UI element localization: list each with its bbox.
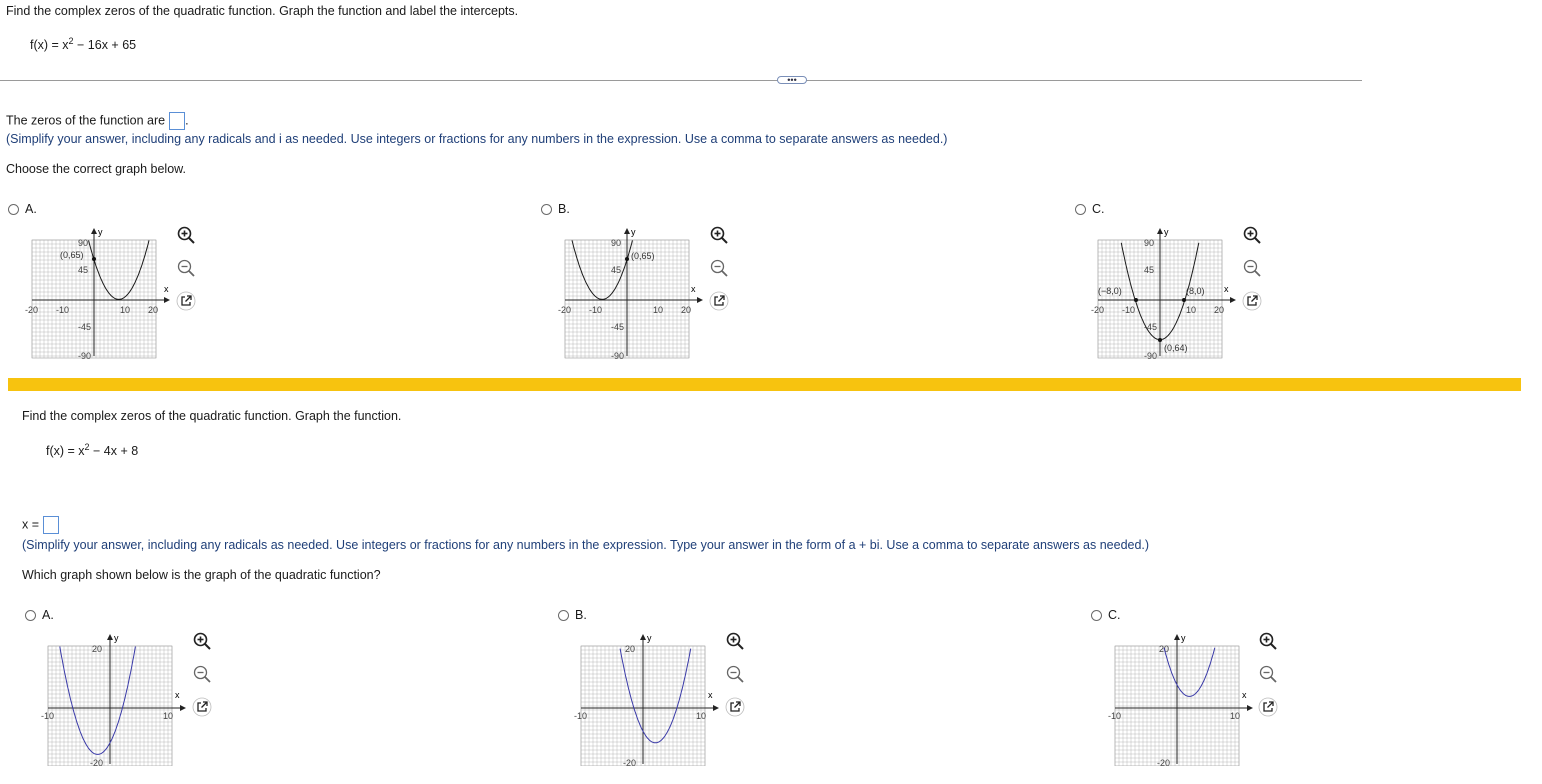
tick-ymin: -90 bbox=[1144, 351, 1158, 360]
tick-yneg: -45 bbox=[1144, 322, 1158, 332]
q2-function-rhs: − 4x + 8 bbox=[89, 444, 139, 459]
y-axis-arrow bbox=[107, 634, 113, 640]
q1-graph-a bbox=[24, 226, 174, 360]
y-intercept-point bbox=[625, 257, 629, 261]
q2-choose-label: Which graph shown below is the graph of the quadratic function? bbox=[22, 568, 381, 582]
zoom-in-icon[interactable] bbox=[1241, 224, 1263, 246]
q1-option-c[interactable] bbox=[1075, 202, 1105, 216]
tick-ymid: 45 bbox=[611, 265, 622, 275]
zoom-out-icon[interactable] bbox=[1257, 663, 1279, 685]
tick-ymax: 20 bbox=[92, 644, 103, 654]
x-axis-label: x bbox=[164, 284, 169, 294]
q2-answer-prefix: x = bbox=[22, 517, 40, 532]
open-new-window-icon[interactable] bbox=[1241, 290, 1263, 312]
x-axis-arrow bbox=[1230, 297, 1236, 303]
tick-ymax: 90 bbox=[611, 238, 622, 248]
q1-option-b-radio[interactable] bbox=[541, 204, 552, 215]
q1-option-a-radio[interactable] bbox=[8, 204, 19, 215]
q2-option-c-radio[interactable] bbox=[1091, 610, 1102, 621]
open-new-window-icon[interactable] bbox=[724, 696, 746, 718]
tick-ymid: 45 bbox=[1144, 265, 1155, 275]
tick-ymin: -90 bbox=[611, 351, 625, 360]
tick-xpos: 10 bbox=[1230, 711, 1241, 721]
open-new-window-icon[interactable] bbox=[708, 290, 730, 312]
q1-divider bbox=[0, 80, 1362, 81]
open-new-window-icon[interactable] bbox=[1257, 696, 1279, 718]
y-axis-arrow bbox=[640, 634, 646, 640]
q1-option-c-letter: C. bbox=[1092, 202, 1105, 216]
tick-xneg2: -10 bbox=[56, 305, 70, 315]
tick-xneg2: -10 bbox=[1122, 305, 1136, 315]
tick-xpos: 10 bbox=[1186, 305, 1197, 315]
zoom-in-icon[interactable] bbox=[175, 224, 197, 246]
q1-answer-prefix: The zeros of the function are bbox=[6, 113, 166, 128]
q2-function bbox=[46, 442, 138, 458]
q2-graph-b bbox=[573, 632, 723, 766]
q2-hint: (Simplify your answer, including any radicals as needed. Use integers or fractions for any numbers in the expression. Type your answer in the form of a + bi. Use a comma to separate answers as needed.) bbox=[22, 538, 1150, 552]
tick-xneg: -20 bbox=[558, 305, 572, 315]
tick-yneg: -45 bbox=[78, 322, 92, 332]
q2-option-b[interactable] bbox=[558, 608, 587, 622]
y-axis-arrow bbox=[624, 228, 630, 234]
tick-ymax: 20 bbox=[625, 644, 636, 654]
q1-answer-input[interactable] bbox=[169, 112, 185, 130]
x-intercept-left-label: (−8,0) bbox=[1098, 286, 1122, 296]
tick-yneg: -45 bbox=[611, 322, 625, 332]
q1-function-rhs: − 16x + 65 bbox=[73, 38, 137, 53]
q1-option-c-radio[interactable] bbox=[1075, 204, 1086, 215]
q2-prompt: Find the complex zeros of the quadratic function. Graph the function. bbox=[22, 409, 402, 423]
q1-answer-suffix: . bbox=[185, 113, 189, 128]
q1-answer-line bbox=[6, 112, 189, 130]
q2-option-b-radio[interactable] bbox=[558, 610, 569, 621]
x-axis-label: x bbox=[708, 690, 713, 700]
x-axis-label: x bbox=[175, 690, 180, 700]
tick-xpos: 10 bbox=[120, 305, 131, 315]
x-axis-arrow bbox=[180, 705, 186, 711]
y-intercept-label: (0,65) bbox=[631, 251, 655, 261]
tick-ymin: -90 bbox=[78, 351, 92, 360]
q1-option-a[interactable] bbox=[8, 202, 37, 216]
x-axis-label: x bbox=[1224, 284, 1229, 294]
x-intercept-right-point bbox=[1182, 298, 1186, 302]
q1-prompt: Find the complex zeros of the quadratic function. Graph the function and label the intercepts. bbox=[6, 4, 519, 18]
tick-ymin: -20 bbox=[623, 758, 637, 766]
x-axis-arrow bbox=[697, 297, 703, 303]
tick-xpos: 10 bbox=[163, 711, 174, 721]
q1-option-a-letter: A. bbox=[25, 202, 37, 216]
y-intercept-point bbox=[1158, 338, 1162, 342]
q2-answer-input[interactable] bbox=[43, 516, 59, 534]
q2-function-lhs: f(x) = x bbox=[46, 444, 85, 459]
zoom-in-icon[interactable] bbox=[724, 630, 746, 652]
y-axis-label: y bbox=[98, 227, 103, 237]
q1-choose-label: Choose the correct graph below. bbox=[6, 162, 186, 176]
tick-xneg: -10 bbox=[41, 711, 55, 721]
q2-graph-a bbox=[40, 632, 190, 766]
q1-option-b[interactable] bbox=[541, 202, 570, 216]
q1-graph-c bbox=[1090, 226, 1240, 360]
x-intercept-left-point bbox=[1134, 298, 1138, 302]
q2-option-a-letter: A. bbox=[42, 608, 54, 622]
tick-ymax: 90 bbox=[1144, 238, 1155, 248]
show-more-button[interactable]: ••• bbox=[777, 76, 807, 84]
tick-xneg: -20 bbox=[25, 305, 39, 315]
tick-xmax: 20 bbox=[148, 305, 159, 315]
tick-xpos: 10 bbox=[653, 305, 664, 315]
tick-ymin: -20 bbox=[90, 758, 104, 766]
q2-option-c-letter: C. bbox=[1108, 608, 1121, 622]
zoom-out-icon[interactable] bbox=[191, 663, 213, 685]
open-new-window-icon[interactable] bbox=[175, 290, 197, 312]
question-separator-bar bbox=[8, 378, 1521, 391]
open-new-window-icon[interactable] bbox=[191, 696, 213, 718]
q1-function-exponent: 2 bbox=[68, 36, 74, 46]
zoom-in-icon[interactable] bbox=[191, 630, 213, 652]
tick-xmax: 20 bbox=[681, 305, 692, 315]
q1-graph-b bbox=[557, 226, 707, 360]
x-axis-arrow bbox=[164, 297, 170, 303]
zoom-in-icon[interactable] bbox=[1257, 630, 1279, 652]
x-axis-arrow bbox=[1247, 705, 1253, 711]
q2-option-a[interactable] bbox=[25, 608, 54, 622]
x-axis-arrow bbox=[713, 705, 719, 711]
y-axis-label: y bbox=[1164, 227, 1169, 237]
y-axis-label: y bbox=[631, 227, 636, 237]
q2-option-a-radio[interactable] bbox=[25, 610, 36, 621]
y-axis-label: y bbox=[647, 633, 652, 643]
y-intercept-point bbox=[92, 257, 96, 261]
tick-ymax: 90 bbox=[78, 238, 89, 248]
q1-option-b-letter: B. bbox=[558, 202, 570, 216]
tick-xneg: -10 bbox=[574, 711, 588, 721]
q1-hint: (Simplify your answer, including any radicals and i as needed. Use integers or fractions for any numbers in the expression. Use a comma to separate answers as needed.) bbox=[6, 132, 948, 146]
x-intercept-right-label: (8,0) bbox=[1186, 286, 1205, 296]
y-intercept-label: (0,64) bbox=[1164, 343, 1188, 353]
zoom-out-icon[interactable] bbox=[175, 257, 197, 279]
tick-xneg2: -10 bbox=[589, 305, 603, 315]
y-intercept-label: (0,65) bbox=[60, 250, 84, 260]
tick-xneg: -20 bbox=[1091, 305, 1105, 315]
q2-graph-c bbox=[1107, 632, 1257, 766]
tick-xneg: -10 bbox=[1108, 711, 1122, 721]
q2-option-c[interactable] bbox=[1091, 608, 1121, 622]
y-axis-label: y bbox=[114, 633, 119, 643]
y-axis-arrow bbox=[1157, 228, 1163, 234]
q2-function-exponent: 2 bbox=[84, 442, 90, 452]
q2-option-b-letter: B. bbox=[575, 608, 587, 622]
zoom-out-icon[interactable] bbox=[724, 663, 746, 685]
x-axis-label: x bbox=[1242, 690, 1247, 700]
tick-xpos: 10 bbox=[696, 711, 707, 721]
tick-ymin: -20 bbox=[1157, 758, 1171, 766]
tick-ymax: 20 bbox=[1159, 644, 1170, 654]
zoom-out-icon[interactable] bbox=[708, 257, 730, 279]
q1-function bbox=[30, 36, 136, 52]
x-axis-label: x bbox=[691, 284, 696, 294]
tick-ymid: 45 bbox=[78, 265, 89, 275]
zoom-in-icon[interactable] bbox=[708, 224, 730, 246]
y-axis-label: y bbox=[1181, 633, 1186, 643]
y-axis-arrow bbox=[1174, 634, 1180, 640]
y-axis-arrow bbox=[91, 228, 97, 234]
q2-answer-line bbox=[22, 516, 59, 534]
zoom-out-icon[interactable] bbox=[1241, 257, 1263, 279]
q1-function-lhs: f(x) = x bbox=[30, 38, 69, 53]
tick-xmax: 20 bbox=[1214, 305, 1225, 315]
